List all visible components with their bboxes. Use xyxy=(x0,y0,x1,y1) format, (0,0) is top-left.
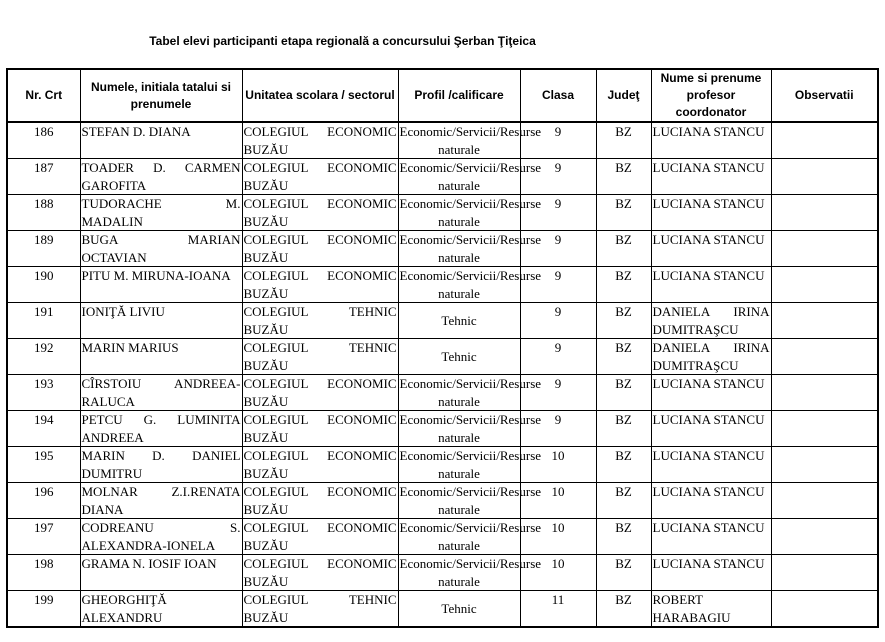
cell-teacher: LUCIANA STANCU xyxy=(651,483,771,519)
header-profile: Profil /calificare xyxy=(398,69,520,122)
cell-grade: 9 xyxy=(520,231,596,267)
cell-grade: 9 xyxy=(520,267,596,303)
table-row xyxy=(7,195,878,231)
cell-school: COLEGIUL ECONOMIC BUZĂU xyxy=(243,196,397,229)
cell-notes xyxy=(771,267,878,303)
cell-nr: 190 xyxy=(7,267,80,303)
cell-grade: 9 xyxy=(520,411,596,447)
cell-school: COLEGIUL TEHNIC BUZĂU xyxy=(243,340,397,373)
cell-county: BZ xyxy=(596,195,651,231)
cell-profile: Economic/Servicii/Resurse naturale xyxy=(399,520,542,553)
cell-county: BZ xyxy=(596,483,651,519)
header-school: Unitatea scolara / sectorul xyxy=(242,69,398,122)
table-row xyxy=(7,411,878,447)
cell-nr: 199 xyxy=(7,591,80,628)
cell-notes xyxy=(771,555,878,591)
cell-nr: 187 xyxy=(7,159,80,195)
cell-county: BZ xyxy=(596,267,651,303)
cell-grade: 9 xyxy=(520,303,596,339)
cell-notes xyxy=(771,339,878,375)
cell-profile: Economic/Servicii/Resurse naturale xyxy=(399,484,542,517)
cell-teacher: DANIELA IRINA DUMITRAŞCU xyxy=(652,304,770,337)
cell-name: TOADER D. CARMEN GAROFITA xyxy=(81,160,241,193)
table-header-row xyxy=(7,69,878,122)
cell-teacher: LUCIANA STANCU xyxy=(651,375,771,411)
cell-name: CODREANU S. ALEXANDRA-IONELA xyxy=(81,520,241,553)
cell-school: COLEGIUL ECONOMIC BUZĂU xyxy=(243,124,397,157)
cell-nr: 197 xyxy=(7,519,80,555)
cell-profile: Economic/Servicii/Resurse naturale xyxy=(399,448,542,481)
cell-grade: 11 xyxy=(520,591,596,628)
cell-profile: Tehnic xyxy=(398,339,520,375)
cell-profile: Economic/Servicii/Resurse naturale xyxy=(399,160,542,193)
cell-notes xyxy=(771,591,878,628)
header-grade: Clasa xyxy=(520,69,596,122)
cell-notes xyxy=(771,375,878,411)
cell-nr: 192 xyxy=(7,339,80,375)
cell-school: COLEGIUL ECONOMIC BUZĂU xyxy=(243,484,397,517)
cell-school: COLEGIUL ECONOMIC BUZĂU xyxy=(243,448,397,481)
cell-profile: Tehnic xyxy=(398,591,520,628)
cell-name: PETCU G. LUMINITA ANDREEA xyxy=(81,412,241,445)
cell-county: BZ xyxy=(596,447,651,483)
cell-school: COLEGIUL TEHNIC BUZĂU xyxy=(242,591,398,628)
cell-grade: 10 xyxy=(520,483,596,519)
cell-teacher: LUCIANA STANCU xyxy=(651,195,771,231)
cell-name: MOLNAR Z.I.RENATA DIANA xyxy=(81,484,241,517)
cell-profile: Economic/Servicii/Resurse naturale xyxy=(399,196,542,229)
cell-nr: 193 xyxy=(7,375,80,411)
cell-name: GHEORGHIŢĂ ALEXANDRU xyxy=(80,591,242,628)
cell-county: BZ xyxy=(596,231,651,267)
cell-nr: 195 xyxy=(7,447,80,483)
cell-notes xyxy=(771,159,878,195)
header-county: Judeţ xyxy=(596,69,651,122)
cell-county: BZ xyxy=(596,591,651,628)
cell-notes xyxy=(771,447,878,483)
cell-grade: 10 xyxy=(520,519,596,555)
cell-teacher: ROBERT HARABAGIU xyxy=(651,591,771,628)
cell-teacher: LUCIANA STANCU xyxy=(651,122,771,159)
header-name: Numele, initiala tatalui si prenumele xyxy=(80,69,242,122)
header-notes: Observatii xyxy=(771,69,878,122)
cell-nr: 198 xyxy=(7,555,80,591)
cell-teacher: LUCIANA STANCU xyxy=(651,267,771,303)
cell-notes xyxy=(771,303,878,339)
table-row xyxy=(7,591,878,628)
header-nr: Nr. Crt xyxy=(7,69,80,122)
cell-school: COLEGIUL ECONOMIC BUZĂU xyxy=(243,268,397,301)
cell-school: COLEGIUL ECONOMIC BUZĂU xyxy=(243,232,397,265)
cell-teacher: LUCIANA STANCU xyxy=(651,411,771,447)
cell-grade: 9 xyxy=(520,375,596,411)
cell-name: CÎRSTOIU ANDREEA-RALUCA xyxy=(81,376,241,409)
document-title: Tabel elevi participanti etapa regională a concursului Şerban Ţiţeica xyxy=(149,34,536,48)
table-row xyxy=(7,519,878,555)
cell-name: GRAMA N. IOSIF IOAN xyxy=(80,555,242,591)
table-row xyxy=(7,339,878,375)
cell-name: MARIN MARIUS xyxy=(80,339,242,375)
table-row xyxy=(7,375,878,411)
cell-name: STEFAN D. DIANA xyxy=(80,122,242,159)
cell-notes xyxy=(771,231,878,267)
cell-school: COLEGIUL TEHNIC BUZĂU xyxy=(243,304,397,337)
cell-teacher: LUCIANA STANCU xyxy=(651,231,771,267)
cell-profile: Economic/Servicii/Resurse naturale xyxy=(399,232,542,265)
cell-profile: Tehnic xyxy=(398,303,520,339)
participants-table xyxy=(6,68,879,628)
cell-grade: 9 xyxy=(520,195,596,231)
cell-teacher: LUCIANA STANCU xyxy=(651,555,771,591)
cell-teacher: LUCIANA STANCU xyxy=(651,519,771,555)
cell-county: BZ xyxy=(596,375,651,411)
cell-county: BZ xyxy=(596,339,651,375)
cell-grade: 10 xyxy=(520,447,596,483)
table-row xyxy=(7,303,878,339)
cell-notes xyxy=(771,122,878,159)
cell-profile: Economic/Servicii/Resurse naturale xyxy=(399,268,542,301)
table-row xyxy=(7,231,878,267)
cell-teacher: LUCIANA STANCU xyxy=(651,447,771,483)
cell-nr: 191 xyxy=(7,303,80,339)
table-row xyxy=(7,159,878,195)
cell-grade: 10 xyxy=(520,555,596,591)
cell-county: BZ xyxy=(596,122,651,159)
cell-name: PITU M. MIRUNA-IOANA xyxy=(80,267,242,303)
cell-school: COLEGIUL ECONOMIC BUZĂU xyxy=(243,520,397,553)
cell-grade: 9 xyxy=(520,339,596,375)
cell-grade: 9 xyxy=(520,122,596,159)
cell-county: BZ xyxy=(596,555,651,591)
cell-name: TUDORACHE M. MADALIN xyxy=(81,196,241,229)
cell-name: MARIN D. DANIEL DUMITRU xyxy=(81,448,241,481)
cell-notes xyxy=(771,483,878,519)
cell-county: BZ xyxy=(596,411,651,447)
cell-profile: Economic/Servicii/Resurse naturale xyxy=(399,412,542,445)
cell-county: BZ xyxy=(596,303,651,339)
cell-notes xyxy=(771,195,878,231)
cell-county: BZ xyxy=(596,519,651,555)
table-row xyxy=(7,447,878,483)
cell-nr: 194 xyxy=(7,411,80,447)
cell-school: COLEGIUL ECONOMIC BUZĂU xyxy=(243,376,397,409)
cell-school: COLEGIUL ECONOMIC BUZĂU xyxy=(243,556,397,589)
cell-school: COLEGIUL ECONOMIC BUZĂU xyxy=(243,412,397,445)
cell-county: BZ xyxy=(596,159,651,195)
cell-nr: 188 xyxy=(7,195,80,231)
table-row xyxy=(7,122,878,159)
cell-profile: Economic/Servicii/Resurse naturale xyxy=(399,124,542,157)
cell-nr: 196 xyxy=(7,483,80,519)
table-row xyxy=(7,267,878,303)
cell-notes xyxy=(771,411,878,447)
cell-name: IONIŢĂ LIVIU xyxy=(80,303,242,339)
cell-profile: Economic/Servicii/Resurse naturale xyxy=(399,376,542,409)
cell-teacher: DANIELA IRINA DUMITRAŞCU xyxy=(652,340,770,373)
cell-nr: 186 xyxy=(7,122,80,159)
cell-teacher: LUCIANA STANCU xyxy=(651,159,771,195)
cell-school: COLEGIUL ECONOMIC BUZĂU xyxy=(243,160,397,193)
table-row xyxy=(7,555,878,591)
table-row xyxy=(7,483,878,519)
cell-grade: 9 xyxy=(520,159,596,195)
cell-name: BUGA MARIAN OCTAVIAN xyxy=(81,232,241,265)
cell-profile: Economic/Servicii/Resurse naturale xyxy=(399,556,542,589)
cell-notes xyxy=(771,519,878,555)
header-teacher: Nume si prenume profesor coordonator xyxy=(651,69,771,122)
cell-nr: 189 xyxy=(7,231,80,267)
